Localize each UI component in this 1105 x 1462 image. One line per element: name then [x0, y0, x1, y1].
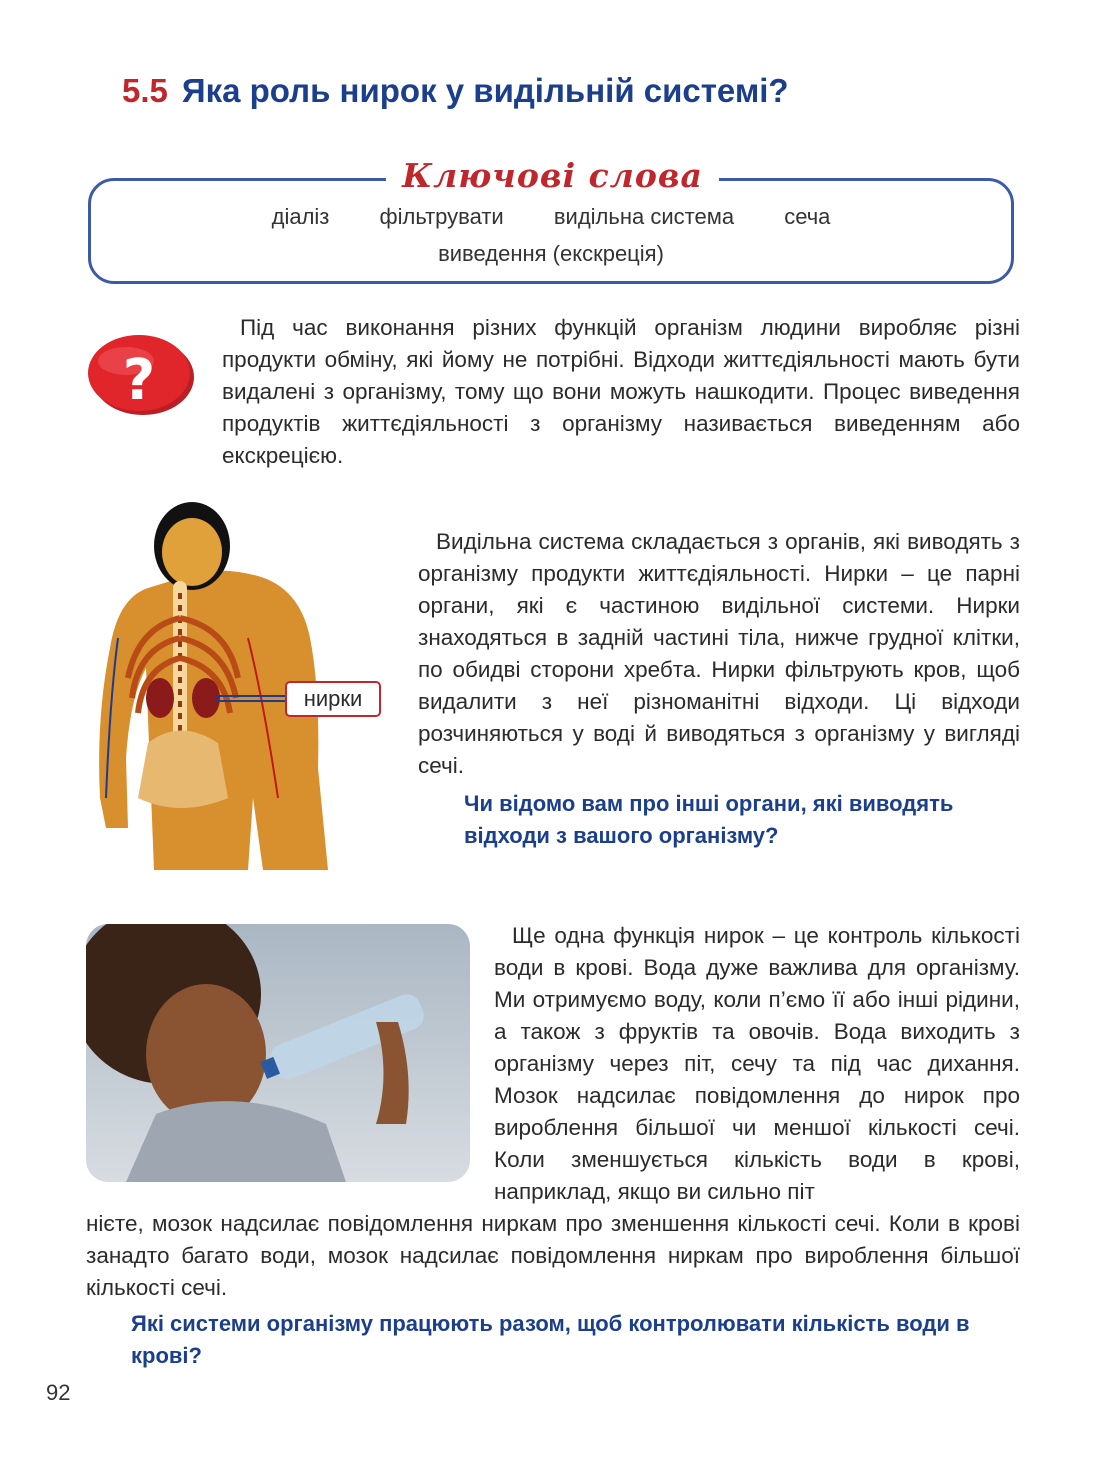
- kidneys-label: нирки: [285, 681, 381, 717]
- keywords-title: Ключові слова: [386, 156, 719, 195]
- water-control-paragraph: Ще одна функція нирок – це контроль кількості води в крові. Вода дуже важлива для організму. Ми отримуємо воду, коли п’ємо її або інші рідини, а також з фруктів та овочів. Вода виходить з організму через піт, сечу та під час дихання. Мозок надсилає повідомлення до нирок про вироблення більшої чи меншої кількості сечі. Коли зменшується кількість води в крові, наприклад, якщо ви сильно піт: [494, 923, 1020, 1204]
- keyword: діаліз: [271, 204, 330, 229]
- keyword: виведення (екскреція): [438, 241, 664, 266]
- keyword: сеча: [784, 204, 831, 229]
- keywords-heading: [0, 156, 1105, 195]
- page-number: 92: [46, 1380, 71, 1405]
- question-mark-icon: [86, 333, 196, 417]
- water-control-paragraph-continued: нієте, мозок надсилає повідомлення ниркам про зменшення кількості сечі. Коли в крові занадто багато води, мозок надсилає повідомлення ниркам про вироблення більшої кількості сечі.: [86, 1211, 1020, 1300]
- keywords-row-1: [88, 204, 1014, 230]
- section-number: 5.5: [122, 72, 168, 109]
- page-title: [122, 72, 789, 110]
- excretory-system-paragraph: Видільна система складається з органів, які виводять з організму продукти життєдіяльності. Нирки – це парні органи, які є частиною видільної системи. Нирки знаходяться в задній частині тіла, нижче грудної клітки, по обидві сторони хребта. Нирки фільтрують кров, щоб видалити з неї різноманітні відходи. Ці відходи розчиняються у воді й виводяться з організму у вигляді сечі.: [418, 529, 1020, 778]
- intro-paragraph: Під час виконання різних функцій організм людини виробляє різні продукти обміну, які йому не потрібні. Відходи життєдіяльності мають бути видалені з організму, тому що вони можуть нашкодити. Процес виведення продуктів життєдіяльності з організму називається виведенням або екскрецією.: [222, 315, 1020, 468]
- question-other-organs: Чи відомо вам про інші органи, які виводять відходи з вашого організму?: [464, 791, 954, 848]
- keyword: фільтрувати: [379, 204, 504, 229]
- keywords-row-2: [88, 241, 1014, 267]
- svg-text:?: ?: [122, 348, 156, 413]
- keyword: видільна система: [553, 204, 735, 229]
- drinking-water-photo: [86, 924, 470, 1182]
- question-body-systems: Які системи організму працюють разом, щоб контролювати кількість води в крові?: [131, 1311, 970, 1368]
- section-title: Яка роль нирок у видільній системі?: [181, 72, 789, 109]
